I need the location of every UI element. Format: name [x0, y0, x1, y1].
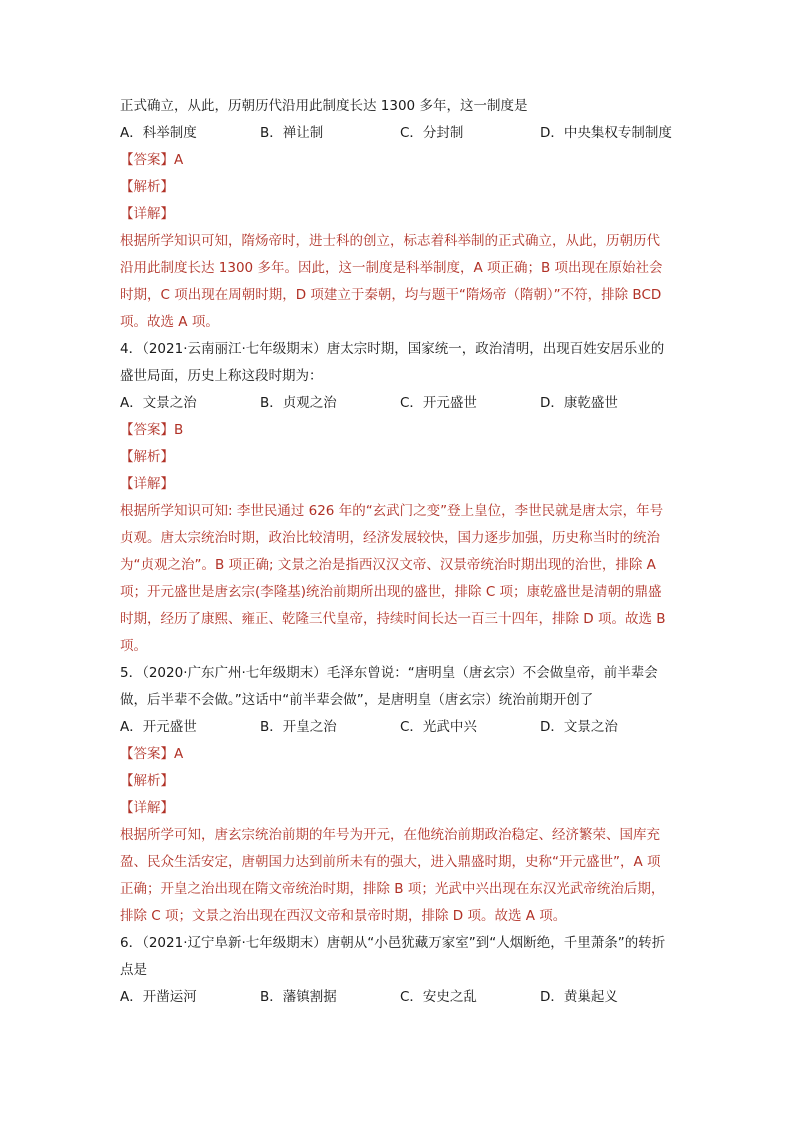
q6-stem-line: 点是	[120, 962, 147, 978]
q4-option-c: C．开元盛世	[400, 395, 477, 411]
q3-option-a: A．科举制度	[120, 125, 197, 141]
q4-option-a: A．文景之治	[120, 395, 197, 411]
q3-explanation-line: 沿用此制度长达 1300 多年。因此，这一制度是科举制度，A 项正确；B 项出现在原始社会	[120, 260, 663, 276]
q3-explanation-line: 根据所学知识可知，隋炀帝时，进士科的创立，标志着科举制的正式确立，从此，历朝历代	[120, 233, 660, 249]
question-content	[120, 93, 680, 1011]
q5-option-a: A．开元盛世	[120, 719, 197, 735]
q3-detail-label: 【详解】	[120, 206, 174, 222]
q4-explanation-line: 贞观。唐太宗统治时期，政治比较清明，经济发展较快，国力逐步加强，历史称当时的统治	[120, 530, 660, 546]
q3-answer: 【答案】A	[120, 152, 184, 168]
q4-detail-label: 【详解】	[120, 476, 174, 492]
q4-options	[120, 390, 680, 417]
q4-explanation-line: 为“贞观之治”。B 项正确; 文景之治是指西汉汉文帝、汉景帝统治时期出现的治世，排除 A	[120, 557, 656, 573]
q5-stem-line: 5．（2020·广东广州·七年级期末）毛泽东曾说：“唐明皇（唐玄宗）不会做皇帝，前半辈会	[120, 665, 658, 681]
q5-option-d: D．文景之治	[540, 719, 618, 735]
q4-stem-line: 4．（2021·云南丽江·七年级期末）唐太宗时期，国家统一，政治清明，出现百姓安居乐业的	[120, 341, 665, 357]
q4-option-d: D．康乾盛世	[540, 395, 618, 411]
q5-option-b: B．开皇之治	[260, 719, 337, 735]
q5-options	[120, 714, 680, 741]
q6-option-b: B．藩镇割据	[260, 989, 337, 1005]
q5-stem-line: 做，后半辈不会做。”这话中“前半辈会做”，是唐明皇（唐玄宗）统治前期开创了	[120, 692, 594, 708]
q4-explanation-line: 时期，经历了康熙、雍正、乾隆三代皇帝，持续时间长达一百三十四年，排除 D 项。故选 B	[120, 611, 666, 627]
q6-option-c: C．安史之乱	[400, 989, 477, 1005]
q4-stem-line: 盛世局面，历史上称这段时期为：	[120, 368, 323, 384]
q3-options	[120, 120, 680, 147]
q5-explanation-line: 正确；开皇之治出现在隋文帝统治时期，排除 B 项；光武中兴出现在东汉光武帝统治后期，	[120, 881, 665, 897]
q6-option-a: A．开凿运河	[120, 989, 197, 1005]
q3-option-b: B．禅让制	[260, 125, 324, 141]
q4-explanation-line: 项。	[120, 638, 147, 654]
q3-explanation-line: 项。故选 A 项。	[120, 314, 219, 330]
q5-explanation-line: 排除 C 项；文景之治出现在西汉文帝和景帝时期，排除 D 项。故选 A 项。	[120, 908, 567, 924]
q6-stem-line: 6．（2021·辽宁阜新·七年级期末）唐朝从“小邑犹藏万家室”到“人烟断绝，千里萧条”的转折	[120, 935, 666, 951]
q5-detail-label: 【详解】	[120, 800, 174, 816]
q4-answer: 【答案】B	[120, 422, 184, 438]
q4-explanation-line: 项；开元盛世是唐玄宗(李隆基)统治前期所出现的盛世，排除 C 项；康乾盛世是清朝的鼎盛	[120, 584, 662, 600]
q3-stem-end: 正式确立，从此，历朝历代沿用此制度长达 1300 多年，这一制度是	[120, 98, 528, 114]
q6-options	[120, 984, 680, 1011]
q5-analysis-label: 【解析】	[120, 773, 174, 789]
q4-option-b: B．贞观之治	[260, 395, 337, 411]
q5-answer: 【答案】A	[120, 746, 184, 762]
q5-explanation-line: 盈、民众生活安定，唐朝国力达到前所未有的强大，进入鼎盛时期，史称“开元盛世”，A 项	[120, 854, 661, 870]
q4-analysis-label: 【解析】	[120, 449, 174, 465]
q3-option-c: C．分封制	[400, 125, 464, 141]
q5-option-c: C．光武中兴	[400, 719, 477, 735]
q5-explanation-line: 根据所学可知，唐玄宗统治前期的年号为开元，在他统治前期政治稳定、经济繁荣、国库充	[120, 827, 660, 843]
q6-option-d: D．黄巢起义	[540, 989, 618, 1005]
q3-explanation-line: 时期，C 项出现在周朝时期，D 项建立于秦朝，均与题干“隋炀帝（隋朝）”不符，排除 BCD	[120, 287, 662, 303]
q3-analysis-label: 【解析】	[120, 179, 174, 195]
q3-option-d: D．中央集权专制制度	[540, 125, 672, 141]
q4-explanation-line: 根据所学知识可知: 李世民通过 626 年的“玄武门之变”登上皇位，李世民就是唐太宗，年号	[120, 503, 664, 519]
